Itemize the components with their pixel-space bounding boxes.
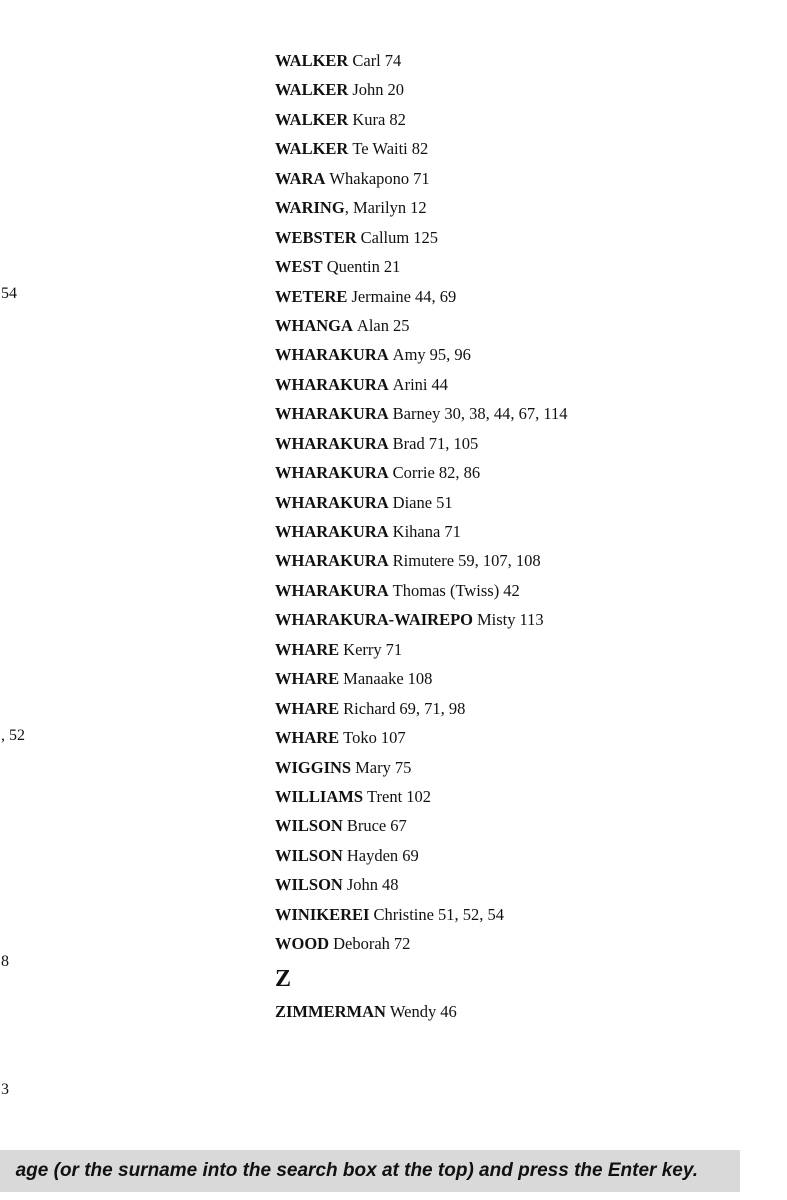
entry-given-name: John xyxy=(352,80,384,100)
index-entry xyxy=(275,108,775,137)
entry-surname: WARA xyxy=(275,168,326,188)
entry-page-numbers: 71, 105 xyxy=(428,433,479,453)
entry-surname: WEST xyxy=(275,257,323,277)
entry-given-name: Deborah xyxy=(333,934,390,954)
entry-page-numbers: 12 xyxy=(410,198,427,218)
entry-surname: WALKER xyxy=(275,51,349,70)
entry-surname: WHARAKURA xyxy=(275,492,389,512)
entry-given-name: Wendy xyxy=(389,1001,437,1021)
entry-given-name: Amy xyxy=(392,345,426,365)
index-entry xyxy=(275,491,775,520)
entry-page-numbers: 125 xyxy=(413,227,438,247)
index-entry xyxy=(275,167,775,196)
entry-given-name: Brad xyxy=(392,433,425,453)
entry-given-name: Toko xyxy=(343,728,377,748)
entry-surname: WILSON xyxy=(275,816,343,836)
index-entry xyxy=(275,903,775,932)
entry-given-name: , Marilyn xyxy=(344,198,407,218)
entry-given-name: Rimutere xyxy=(392,551,455,571)
entry-page-numbers: 20 xyxy=(387,80,405,100)
entry-given-name: Trent xyxy=(367,786,403,806)
entry-surname: WINIKEREI xyxy=(275,904,370,924)
entry-surname: WALKER xyxy=(275,109,349,129)
entry-given-name: Mary xyxy=(355,757,391,777)
entry-page-numbers: 48 xyxy=(382,875,399,895)
index-entry xyxy=(275,697,775,726)
entry-given-name: Misty xyxy=(477,610,516,630)
left-fragment-page-number: 8 xyxy=(1,953,9,970)
entry-given-name: John xyxy=(346,875,379,895)
entry-page-numbers: 44, 69 xyxy=(415,286,457,306)
left-fragment-page-number: 3 xyxy=(1,1081,9,1098)
entry-surname: WHARAKURA xyxy=(275,522,389,541)
entry-surname: WHARE xyxy=(275,698,340,718)
index-entry xyxy=(275,314,775,343)
entry-surname: ZIMMERMAN xyxy=(275,1001,386,1021)
index-entry xyxy=(275,402,775,431)
entry-surname: WHARAKURA xyxy=(275,551,389,571)
entry-surname: WOOD xyxy=(275,934,330,954)
index-section-w xyxy=(275,49,775,962)
index-entry xyxy=(275,844,775,873)
entry-given-name: Kerry xyxy=(343,639,382,659)
entry-given-name: Thomas (Twiss) xyxy=(392,580,500,600)
entry-page-numbers: 113 xyxy=(519,610,544,630)
entry-surname: WALKER xyxy=(275,80,349,100)
entry-surname: WETERE xyxy=(275,286,348,306)
entry-given-name: Quentin xyxy=(326,257,380,277)
entry-page-numbers: 71 xyxy=(444,522,461,541)
entry-page-numbers: 107 xyxy=(380,728,406,748)
entry-surname: WHARE xyxy=(275,639,340,659)
entry-given-name: Kura xyxy=(352,109,386,129)
entry-page-numbers: 72 xyxy=(393,934,411,954)
index-entry xyxy=(275,343,775,372)
entry-given-name: Carl xyxy=(352,51,381,70)
entry-surname: WHARAKURA xyxy=(275,404,389,424)
entry-page-numbers: 74 xyxy=(384,51,402,70)
entry-surname: WIGGINS xyxy=(275,757,352,777)
index-entry xyxy=(275,814,775,843)
entry-page-numbers: 67 xyxy=(390,816,407,836)
entry-page-numbers: 21 xyxy=(383,257,401,277)
entry-given-name: Whakapono xyxy=(329,168,410,188)
entry-given-name: Kihana xyxy=(392,522,441,541)
index-entry xyxy=(275,373,775,402)
entry-page-numbers: 51, 52, 54 xyxy=(437,904,504,924)
entry-page-numbers: 71 xyxy=(385,639,403,659)
index-entry xyxy=(275,932,775,961)
index-entry xyxy=(275,667,775,696)
entry-page-numbers: 75 xyxy=(394,757,412,777)
entry-given-name: Christine xyxy=(373,904,434,924)
index-entry xyxy=(275,285,775,314)
entry-given-name: Barney xyxy=(392,404,441,424)
entry-page-numbers: 82, 86 xyxy=(438,463,481,483)
entry-surname: WILLIAMS xyxy=(275,786,364,806)
index-entry xyxy=(275,78,775,107)
entry-surname: WILSON xyxy=(275,845,343,865)
index-entry xyxy=(275,756,775,785)
index-entry xyxy=(275,255,775,284)
entry-surname: WHARAKURA xyxy=(275,463,389,483)
entry-page-numbers: 108 xyxy=(407,669,433,689)
entry-page-numbers: 69, 71, 98 xyxy=(399,698,466,718)
instruction-bar xyxy=(0,1150,740,1192)
entry-surname: WEBSTER xyxy=(275,227,357,247)
entry-page-numbers: 59, 107, 108 xyxy=(458,551,541,571)
index-entry xyxy=(275,608,775,637)
index-entry xyxy=(275,226,775,255)
index-entry xyxy=(275,549,775,578)
entry-surname: WHARE xyxy=(275,669,340,689)
entry-given-name: Arini xyxy=(392,374,428,394)
entry-page-numbers: 25 xyxy=(393,315,410,335)
index-entry xyxy=(275,520,775,549)
entry-surname: WHARAKURA xyxy=(275,374,389,394)
index-entry xyxy=(275,873,775,902)
entry-given-name: Richard xyxy=(343,698,396,718)
entry-given-name: Callum xyxy=(360,227,410,247)
entry-surname: WHARAKURA-WAIREPO xyxy=(275,610,473,630)
entry-page-numbers: 82 xyxy=(389,109,406,129)
entry-page-numbers: 95, 96 xyxy=(429,345,471,365)
entry-given-name: Bruce xyxy=(346,816,387,836)
entry-surname: WHARAKURA xyxy=(275,345,389,365)
entry-given-name: Corrie xyxy=(392,463,435,483)
index-entry xyxy=(275,579,775,608)
entry-page-numbers: 44 xyxy=(431,374,449,394)
entry-given-name: Diane xyxy=(392,492,433,512)
index-section-z xyxy=(275,1000,775,1029)
entry-given-name: Jermaine xyxy=(351,286,411,306)
entry-surname: WARING xyxy=(275,198,345,218)
left-fragment-page-number: , 52 xyxy=(1,727,25,744)
index-letter-heading: Z xyxy=(275,965,292,992)
entry-page-numbers: 42 xyxy=(503,580,520,600)
entry-surname: WALKER xyxy=(275,139,349,159)
index-entry xyxy=(275,785,775,814)
entry-page-numbers: 71 xyxy=(413,168,430,188)
instruction-text: age (or the surname into the search box at the top) and press the Enter key. xyxy=(15,1160,698,1181)
entry-given-name: Alan xyxy=(356,315,389,335)
entry-given-name: Te Waiti xyxy=(352,139,408,159)
entry-surname: WHARE xyxy=(275,728,340,748)
name-index-list xyxy=(275,49,775,1029)
index-entry xyxy=(275,1000,775,1029)
entry-page-numbers: 51 xyxy=(436,492,453,512)
index-entry xyxy=(275,638,775,667)
entry-surname: WHARAKURA xyxy=(275,580,389,600)
entry-page-numbers: 30, 38, 44, 67, 114 xyxy=(444,404,568,424)
index-entry xyxy=(275,432,775,461)
entry-surname: WILSON xyxy=(275,875,343,895)
index-entry xyxy=(275,196,775,225)
entry-given-name: Hayden xyxy=(346,845,399,865)
entry-given-name: Manaake xyxy=(343,669,404,689)
entry-page-numbers: 69 xyxy=(402,845,419,865)
index-entry xyxy=(275,137,775,166)
entry-surname: WHANGA xyxy=(275,315,353,335)
entry-page-numbers: 82 xyxy=(411,139,429,159)
index-entry xyxy=(275,726,775,755)
index-entry xyxy=(275,461,775,490)
entry-page-numbers: 102 xyxy=(406,786,431,806)
entry-page-numbers: 46 xyxy=(440,1001,457,1021)
left-fragment-page-number: 54 xyxy=(1,285,17,302)
entry-surname: WHARAKURA xyxy=(275,433,389,453)
index-entry xyxy=(275,49,775,78)
left-column-fragments xyxy=(0,0,120,1150)
